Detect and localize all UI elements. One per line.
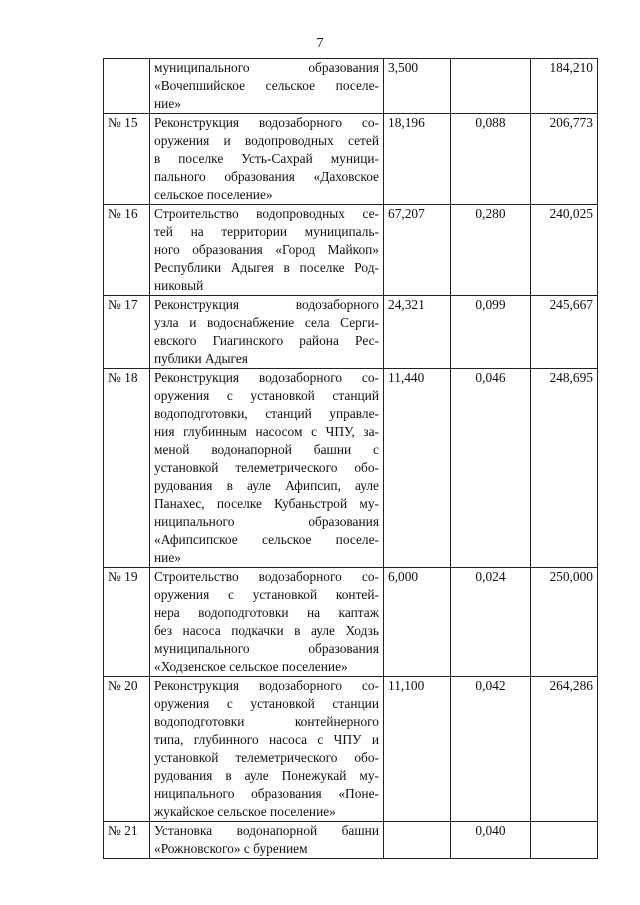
- description-line: водоподготовки контейнерного: [154, 714, 379, 729]
- description-line: рудования в ауле Афипсип, ауле: [154, 478, 379, 493]
- row-number: № 16: [104, 205, 150, 296]
- value-column-3: 250,000: [531, 568, 598, 677]
- value-column-2: 0,040: [451, 822, 531, 859]
- value-column-1: 67,207: [384, 205, 451, 296]
- table-row: [104, 369, 598, 568]
- description-line: рудования в ауле Понежукай му-: [154, 768, 379, 783]
- value-column-3: [531, 822, 598, 859]
- table-row: [104, 59, 598, 114]
- value-column-3: 264,286: [531, 677, 598, 822]
- description-line: муниципального образования: [154, 60, 379, 75]
- table-row: [104, 114, 598, 205]
- description-line: ния глубинным насосом с ЧПУ, за-: [154, 424, 379, 439]
- description-line: Реконструкция водозаборного: [154, 297, 379, 312]
- description-line: ного образования «Город Майкоп»: [154, 242, 379, 257]
- value-column-3: 240,025: [531, 205, 598, 296]
- row-number: № 20: [104, 677, 150, 822]
- value-column-3: 245,667: [531, 296, 598, 369]
- description-line: Реконструкция водозаборного со-: [154, 115, 379, 130]
- description-line: оружения с установкой станций: [154, 388, 379, 403]
- description-line: Панахес, поселке Кубаньстрой му-: [154, 496, 379, 511]
- row-number: № 19: [104, 568, 150, 677]
- row-description: [150, 114, 384, 205]
- value-column-1: 11,440: [384, 369, 451, 568]
- description-line: установкой телеметрического обо-: [154, 750, 379, 765]
- description-line: оружения и водопроводных сетей: [154, 133, 379, 148]
- description-line: «Рожновского» с бурением: [154, 841, 308, 856]
- description-line: «Вочепшийское сельское поселе-: [154, 78, 379, 93]
- projects-table: [103, 58, 598, 859]
- description-line: пального образования «Даховское: [154, 169, 379, 184]
- description-line: сельское поселение»: [154, 187, 273, 202]
- table-row: [104, 205, 598, 296]
- description-line: оружения с установкой станции: [154, 696, 379, 711]
- value-column-3: 248,695: [531, 369, 598, 568]
- value-column-1: 11,100: [384, 677, 451, 822]
- description-line: тей на территории муниципаль-: [154, 224, 379, 239]
- description-line: жукайское сельское поселение»: [154, 804, 336, 819]
- table-row: [104, 677, 598, 822]
- description-line: без насоса подкачки в ауле Ходзь: [154, 623, 379, 638]
- description-line: типа, глубинного насоса с ЧПУ и: [154, 732, 379, 747]
- value-column-1: [384, 822, 451, 859]
- row-number: № 18: [104, 369, 150, 568]
- row-number: [104, 59, 150, 114]
- description-line: муниципального образования: [154, 641, 379, 656]
- value-column-1: 18,196: [384, 114, 451, 205]
- description-line: водоподготовки, станций управле-: [154, 406, 379, 421]
- row-description: [150, 822, 384, 859]
- description-line: Строительство водопроводных се-: [154, 206, 379, 221]
- description-line: Реконструкция водозаборного со-: [154, 678, 379, 693]
- description-line: Установка водонапорной башни: [154, 823, 379, 838]
- description-line: ние»: [154, 96, 181, 111]
- description-line: ниципального образования «Поне-: [154, 786, 379, 801]
- description-line: публики Адыгея: [154, 351, 248, 366]
- row-number: № 15: [104, 114, 150, 205]
- description-line: установкой телеметрического обо-: [154, 460, 379, 475]
- description-line: нера водоподготовки на каптаж: [154, 605, 379, 620]
- value-column-2: 0,099: [451, 296, 531, 369]
- value-column-1: 24,321: [384, 296, 451, 369]
- description-line: евского Гиагинского района Рес-: [154, 333, 379, 348]
- value-column-2: 0,024: [451, 568, 531, 677]
- description-line: никовый: [154, 278, 204, 293]
- description-line: оружения с установкой контей-: [154, 587, 379, 602]
- value-column-2: 0,046: [451, 369, 531, 568]
- table-body: [104, 59, 598, 859]
- row-number: № 21: [104, 822, 150, 859]
- row-description: [150, 568, 384, 677]
- description-line: меной водонапорной башни с: [154, 442, 379, 457]
- row-number: № 17: [104, 296, 150, 369]
- page-number: 7: [316, 36, 324, 51]
- value-column-1: 3,500: [384, 59, 451, 114]
- description-line: Строительство водозаборного со-: [154, 569, 379, 584]
- value-column-1: 6,000: [384, 568, 451, 677]
- table-row: [104, 296, 598, 369]
- value-column-2: [451, 59, 531, 114]
- table-row: [104, 568, 598, 677]
- table-row: [104, 822, 598, 859]
- description-line: «Афипсипское сельское поселе-: [154, 532, 379, 547]
- description-line: Республики Адыгея в поселке Род-: [154, 260, 379, 275]
- row-description: [150, 677, 384, 822]
- value-column-2: 0,088: [451, 114, 531, 205]
- value-column-3: 206,773: [531, 114, 598, 205]
- row-description: [150, 369, 384, 568]
- value-column-2: 0,280: [451, 205, 531, 296]
- description-line: узла и водоснабжение села Серги-: [154, 315, 379, 330]
- value-column-3: 184,210: [531, 59, 598, 114]
- description-line: ниципального образования: [154, 514, 379, 529]
- description-line: «Ходзенское сельское поселение»: [154, 659, 348, 674]
- row-description: [150, 296, 384, 369]
- row-description: [150, 205, 384, 296]
- description-line: ние»: [154, 550, 181, 565]
- description-line: Реконструкция водозаборного со-: [154, 370, 379, 385]
- row-description: [150, 59, 384, 114]
- description-line: в поселке Усть-Сахрай муници-: [154, 151, 379, 166]
- value-column-2: 0,042: [451, 677, 531, 822]
